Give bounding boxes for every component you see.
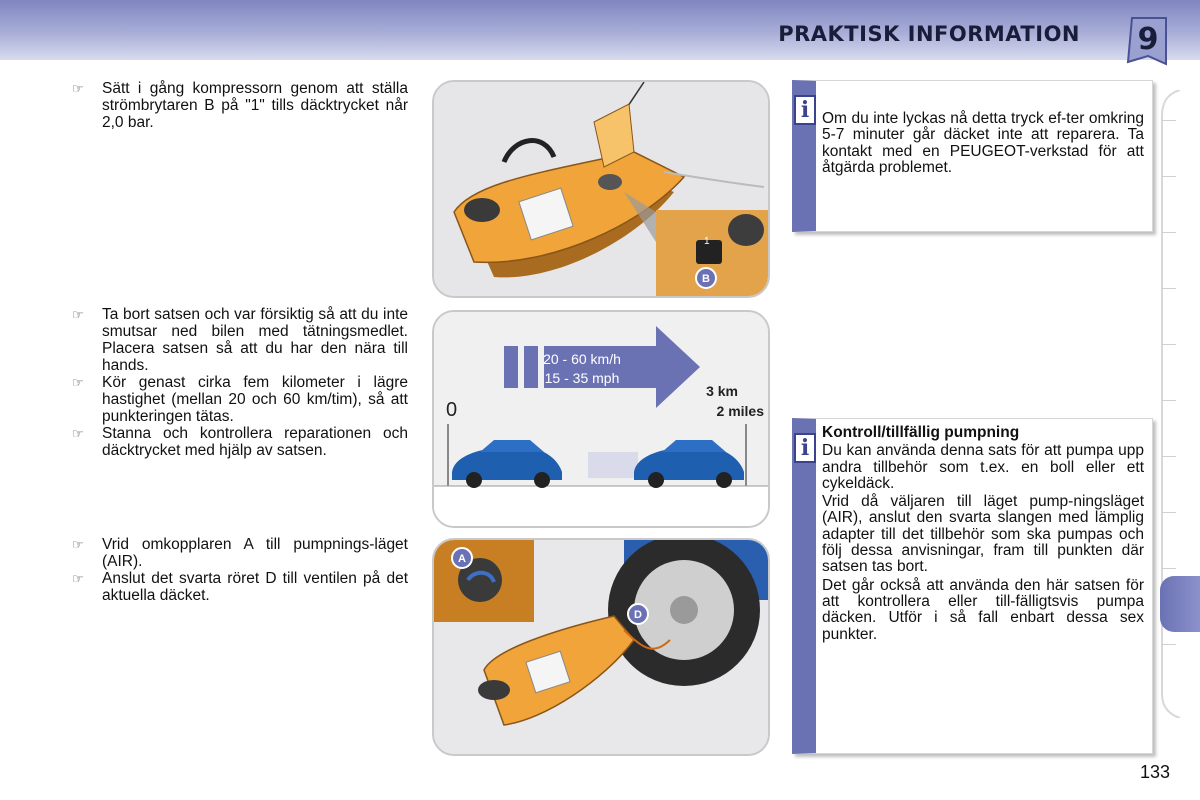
side-tab-active[interactable]: [1160, 576, 1200, 632]
instruction-item: [70, 374, 408, 425]
info-paragraph: Vrid då väljaren till läget pump-ningsläget (AIR), anslut den svarta slangen med lämplig adapter till det tillbehör som ska pumpas och följ dessa anvisningar, fram till punkten där satsen tas bort.: [822, 493, 1144, 576]
info-paragraph: Om du inte lyckas nå detta tryck ef-ter omkring 5-7 minuter går däcket inte att reparera. Ta kontakt med en PEUGEOT-verkstad för att åtgärda problemet.: [822, 110, 1144, 176]
instruction-group-2: [70, 306, 408, 459]
side-tab-divider: [1162, 232, 1176, 233]
side-tab-divider: [1162, 344, 1176, 345]
side-tab-divider: [1162, 288, 1176, 289]
pointing-hand-icon: ☞: [72, 375, 84, 390]
switch-label: 1: [704, 236, 710, 247]
callout-a-label: A: [458, 553, 466, 565]
distance-km: 3 km: [706, 383, 738, 399]
info-paragraph: Det går också att använda den här satsen för att kontrollera eller till-fälligtsvis pumpa däcken. Utför i så fall enbart dessa sex punkter.: [822, 576, 1144, 643]
instruction-text: Kör genast cirka fem kilometer i lägre hastighet (mellan 20 och 60 km/tim), så att punkteringen tätas.: [102, 374, 408, 425]
header-title: PRAKTISK INFORMATION: [778, 22, 1080, 46]
info-box-repair-failure: [792, 80, 1153, 232]
side-tab-divider: [1162, 120, 1176, 121]
side-tab-divider: [1162, 644, 1176, 645]
instruction-group-3: [70, 536, 408, 604]
page-header: [0, 0, 1200, 60]
instruction-text: Stanna och kontrollera reparationen och däcktrycket med hjälp av satsen.: [102, 425, 408, 459]
info-icon: i: [794, 433, 816, 463]
chapter-number: 9: [1137, 22, 1159, 57]
drive-distance-illustration: [434, 312, 768, 526]
compressor-illustration: [434, 82, 768, 296]
distance-miles: 2 miles: [716, 403, 764, 419]
figure-compressor-switch: [432, 80, 770, 298]
instruction-group-1: [70, 80, 408, 131]
speed-mph: 15 - 35 mph: [544, 370, 620, 386]
speed-kmh: 20 - 60 km/h: [543, 351, 621, 367]
info-box-title: Kontroll/tillfällig pumpning: [822, 424, 1020, 441]
instruction-text: Anslut det svarta röret D till ventilen på det aktuella däcket.: [102, 570, 408, 604]
instruction-text: Sätt i gång kompressorn genom att ställa strömbrytaren B på "1" tills däcktrycket når 2,0 bar.: [102, 80, 408, 131]
side-tab-divider: [1162, 568, 1176, 569]
hose-connection-illustration: [434, 540, 768, 754]
instruction-text: Vrid omkopplaren A till pumpnings-läget (AIR).: [102, 536, 408, 570]
info-box-text: [822, 425, 1144, 645]
figure-drive-distance: [432, 310, 770, 528]
pointing-hand-icon: ☞: [72, 81, 84, 96]
start-marker: 0: [446, 399, 458, 421]
instruction-text: Ta bort satsen och var försiktig så att du inte smutsar ned bilen med tätningsmedlet. Placera satsen så att du har den nära till hands.: [102, 306, 408, 374]
callout-d-label: D: [634, 609, 642, 621]
info-paragraph: Du kan använda denna sats för att pumpa upp andra tillbehör som t.ex. en boll eller ett cykeldäck.: [822, 442, 1144, 492]
side-tab-divider: [1162, 512, 1176, 513]
side-tab-divider: [1162, 456, 1176, 457]
instruction-item: [70, 570, 408, 604]
page-number: 133: [1139, 762, 1170, 782]
side-tab-divider: [1162, 176, 1176, 177]
info-box-temporary-pumping: [792, 418, 1153, 754]
side-tab-divider: [1162, 400, 1176, 401]
chapter-tab: [1126, 16, 1170, 66]
figure-connect-hose: [432, 538, 770, 756]
instruction-item: [70, 306, 408, 374]
info-icon: i: [794, 95, 816, 125]
pointing-hand-icon: ☞: [72, 537, 84, 552]
instruction-item: [70, 80, 408, 131]
instruction-item: [70, 425, 408, 459]
info-box-text: [822, 111, 1144, 178]
pointing-hand-icon: ☞: [72, 571, 84, 586]
pointing-hand-icon: ☞: [72, 426, 84, 441]
instruction-item: [70, 536, 408, 570]
callout-b-label: B: [702, 273, 710, 285]
pointing-hand-icon: ☞: [72, 307, 84, 322]
